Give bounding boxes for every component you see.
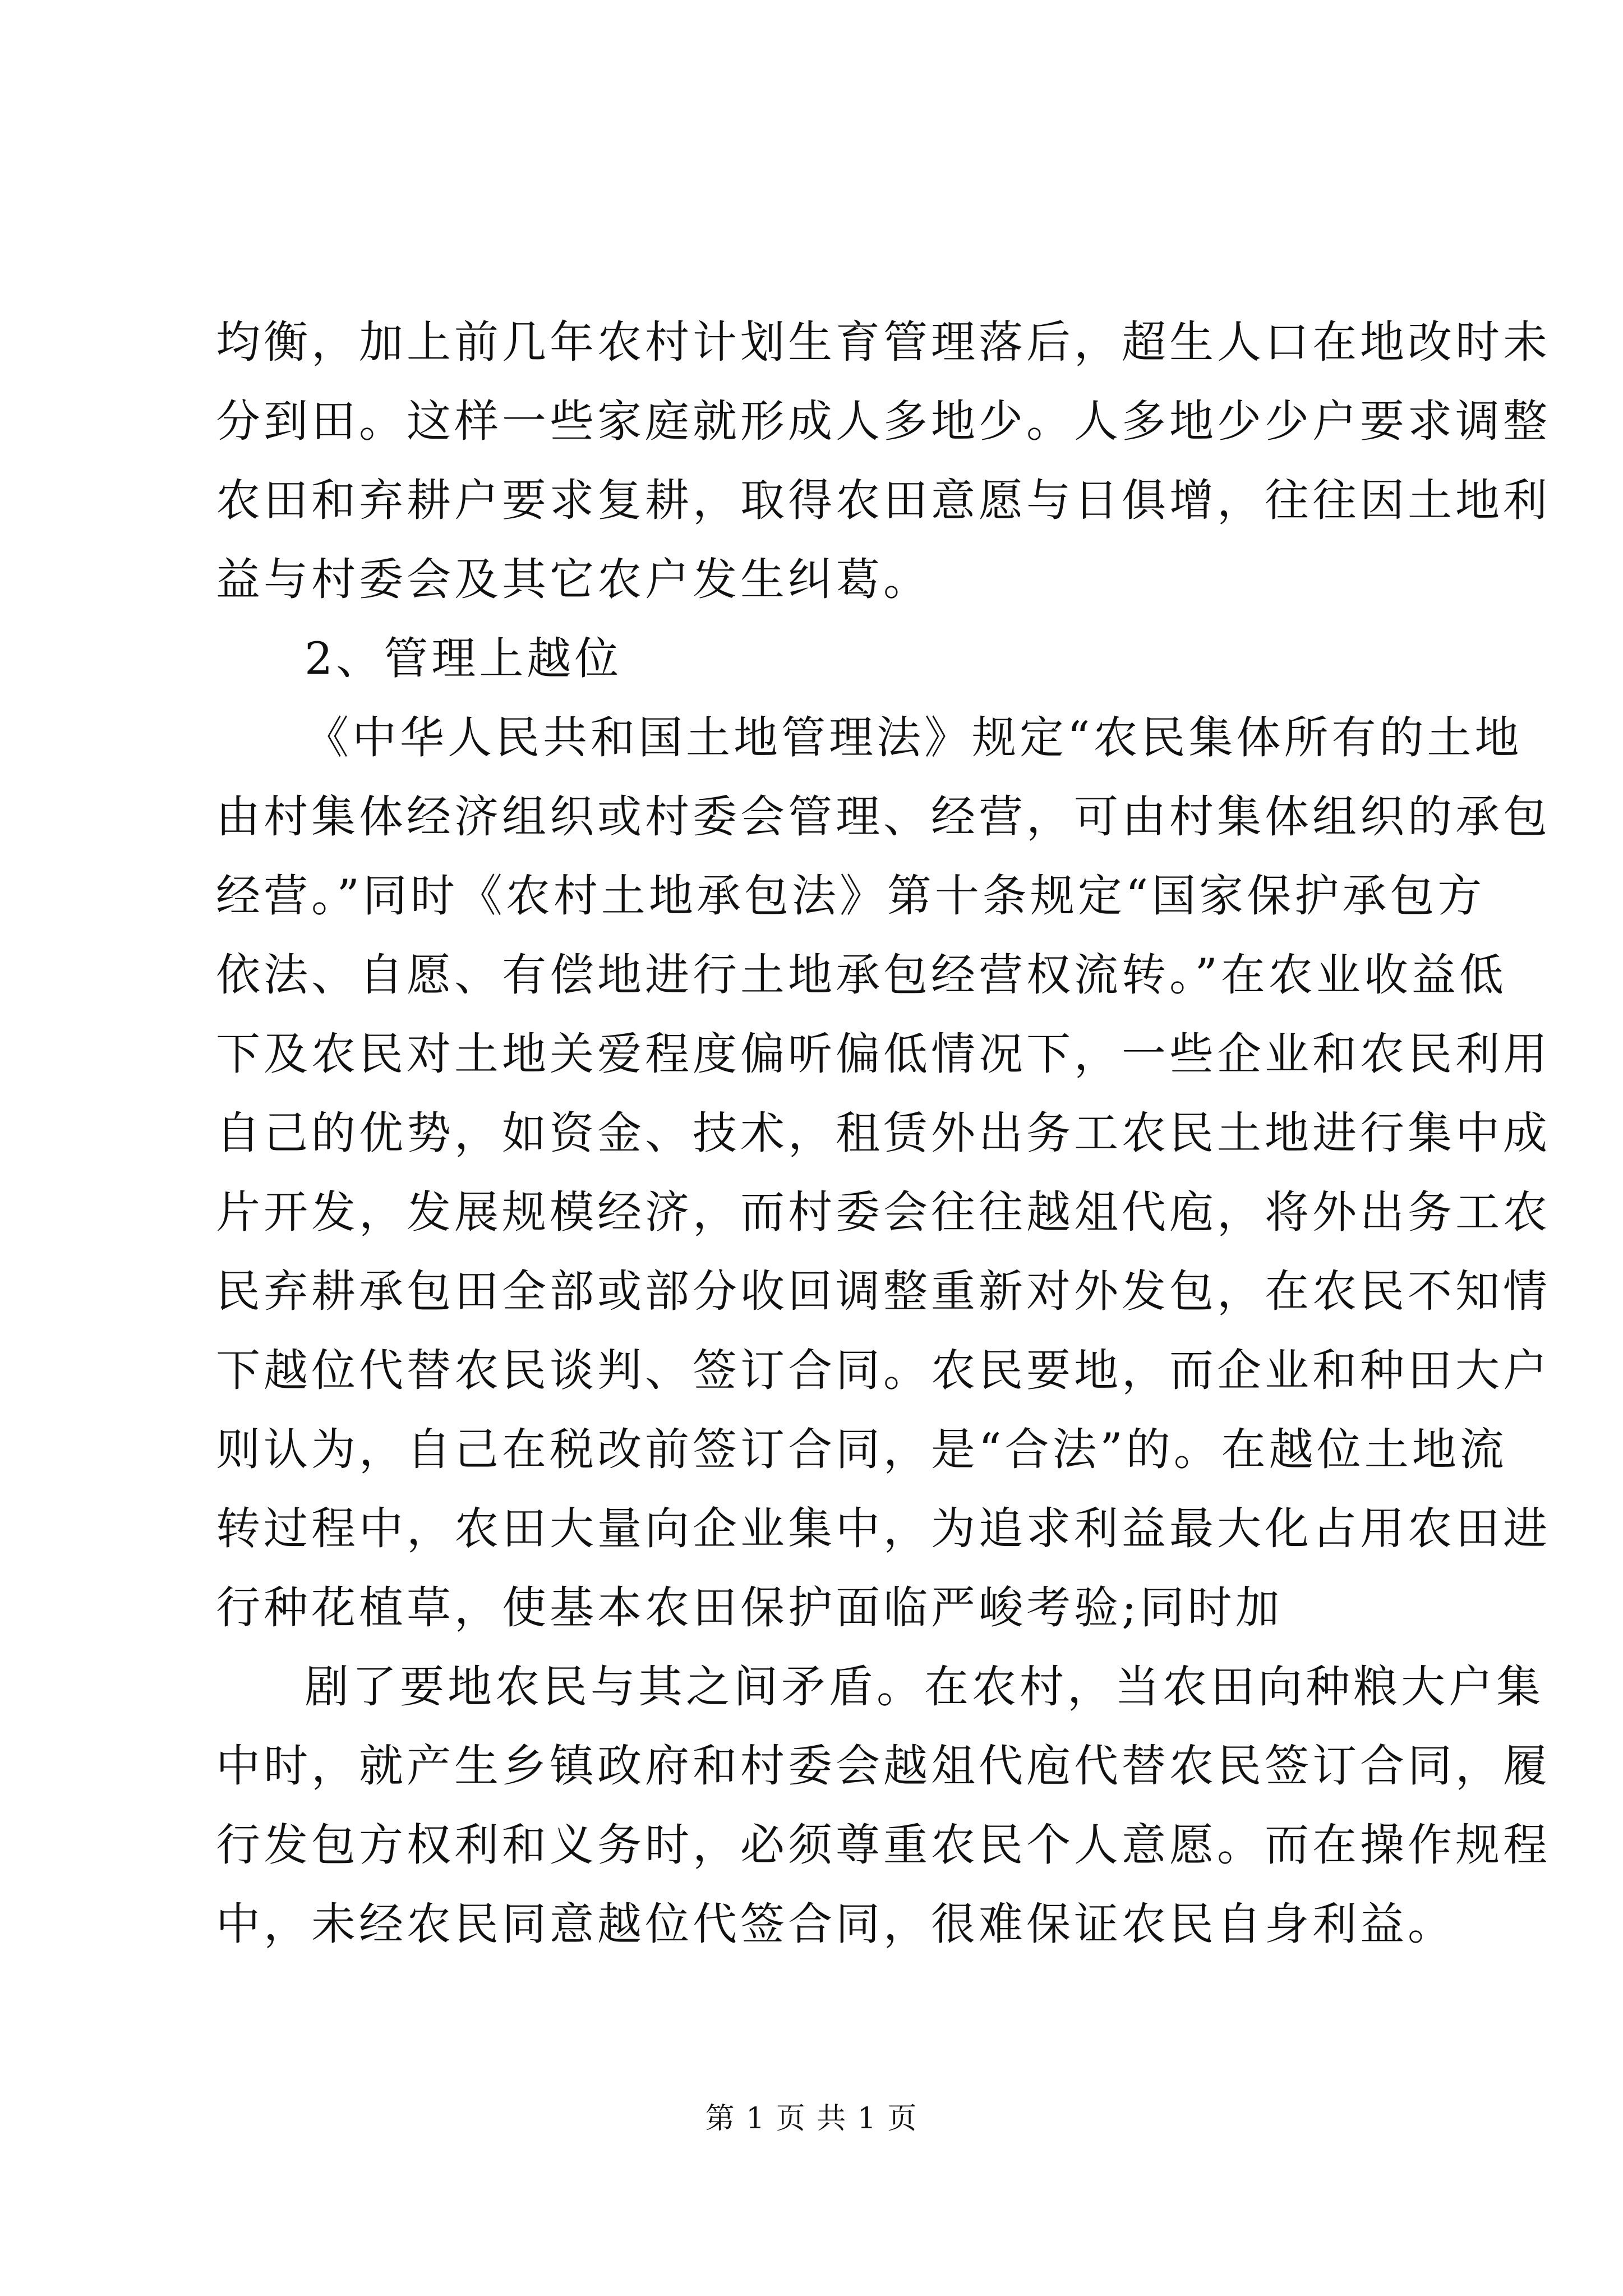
text-line: 由村集体经济组织或村委会管理、经营，可由村集体组织的承包 (216, 791, 1551, 843)
text-line: 《中华人民共和国土地管理法》规定“农民集体所有的土地 (305, 712, 1523, 763)
text-line: 中时，就产生乡镇政府和村委会越俎代庖代替农民签订合同，履 (216, 1740, 1551, 1792)
text-line: 中，未经农民同意越位代签合同，很难保证农民自身利益。 (216, 1898, 1455, 1950)
text-line: 行发包方权利和义务时，必须尊重农民个人意愿。而在操作规程 (216, 1819, 1551, 1871)
text-line: 分到田。这样一些家庭就形成人多地少。人多地少少户要求调整 (216, 395, 1551, 447)
text-line: 下及农民对土地关爱程度偏听偏低情况下，一些企业和农民利用 (216, 1028, 1551, 1080)
text-line: 益与村委会及其它农户发生纠葛。 (216, 554, 931, 605)
text-line: 自己的优势，如资金、技术，租赁外出务工农民土地进行集中成 (216, 1107, 1551, 1159)
text-line: 经营。”同时《农村土地承包法》第十条规定“国家保护承包方 (216, 870, 1486, 922)
text-line: 剧了要地农民与其之间矛盾。在农村，当农田向种粮大户集 (305, 1661, 1544, 1713)
page-footer: 第 1 页 共 1 页 (705, 2102, 918, 2136)
text-line: 转过程中，农田大量向企业集中，为追求利益最大化占用农田进 (216, 1503, 1551, 1554)
text-line: 行种花植草，使基本农田保护面临严峻考验;同时加 (216, 1582, 1283, 1634)
text-line: 则认为，自己在税改前签订合同，是“合法”的。在越位土地流 (216, 1424, 1507, 1475)
text-line: 依法、自愿、有偿地进行土地承包经营权流转。”在农业收益低 (216, 949, 1507, 1001)
text-line: 农田和弃耕户要求复耕，取得农田意愿与日俱增，往往因土地利 (216, 475, 1551, 526)
text-line: 民弃耕承包田全部或部分收回调整重新对外发包，在农民不知情 (216, 1266, 1551, 1317)
document-body (216, 303, 1551, 1964)
text-line: 片开发，发展规模经济，而村委会往往越俎代庖，将外出务工农 (216, 1186, 1551, 1238)
section-heading: 2、管理上越位 (305, 633, 623, 684)
text-line: 下越位代替农民谈判、签订合同。农民要地，而企业和种田大户 (216, 1345, 1551, 1396)
text-line: 均衡，加上前几年农村计划生育管理落后，超生人口在地改时未 (216, 316, 1551, 368)
